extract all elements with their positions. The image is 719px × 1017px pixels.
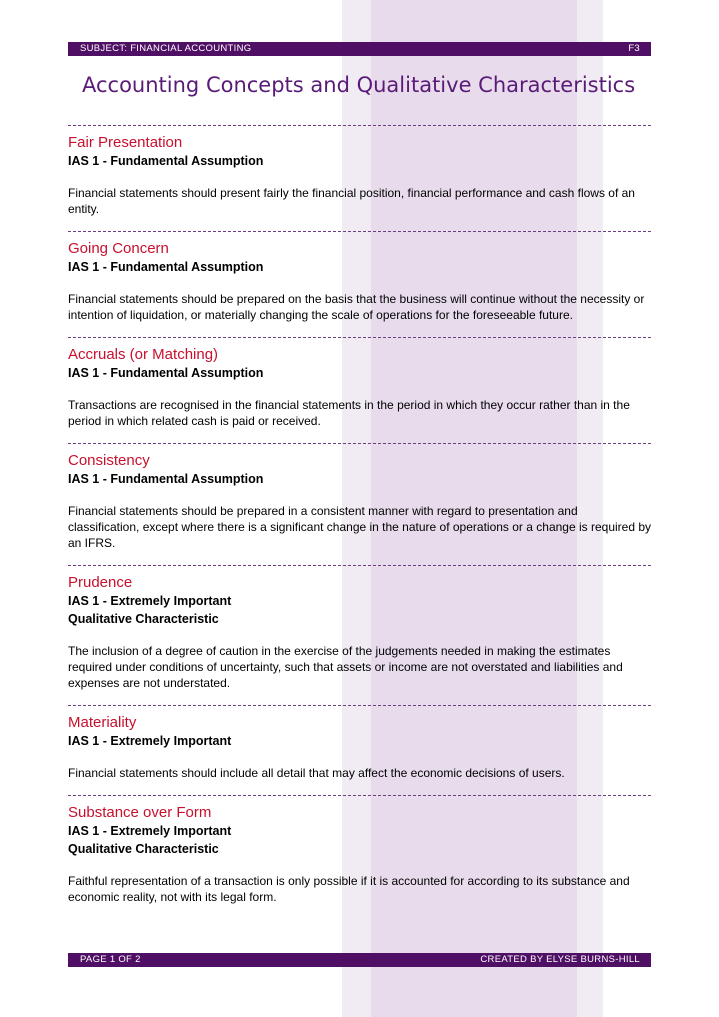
section-prudence	[68, 565, 651, 705]
section-tag-secondary: Qualitative Characteristic	[68, 612, 219, 626]
section-going-concern	[68, 231, 651, 337]
section-substance-over-form	[68, 795, 651, 919]
section-title: Substance over Form	[68, 804, 212, 821]
section-title: Consistency	[68, 452, 150, 469]
course-code: F3	[628, 43, 640, 54]
section-body: Financial statements should include all detail that may affect the economic decisions of users.	[68, 766, 565, 780]
section-body: The inclusion of a degree of caution in the exercise of the judgements needed in making the estimates required under conditions of uncertainty, such that assets or income are not overstated and liabilities and expenses are not understated.	[68, 644, 623, 690]
section-materiality	[68, 705, 651, 795]
page-number: PAGE 1 OF 2	[80, 954, 141, 965]
section-body: Transactions are recognised in the financial statements in the period in which they occur rather than in the period in which related cash is paid or received.	[68, 398, 630, 428]
section-title: Accruals (or Matching)	[68, 346, 219, 363]
footer-bar	[68, 953, 651, 967]
author-credit: CREATED BY ELYSE BURNS-HILL	[480, 954, 640, 965]
content	[68, 125, 651, 919]
header-bar	[68, 42, 651, 56]
page-title: Accounting Concepts and Qualitative Characteristics	[82, 73, 636, 97]
section-tag: IAS 1 - Extremely Important	[68, 734, 232, 748]
subject-label: SUBJECT: FINANCIAL ACCOUNTING	[80, 43, 252, 54]
section-tag: IAS 1 - Extremely Important	[68, 594, 232, 608]
section-body: Financial statements should be prepared in a consistent manner with regard to presentation and classification, except where there is a significant change in the nature of operations or a change is required by an IFRS.	[68, 504, 652, 550]
section-body: Financial statements should present fairly the financial position, financial performance and cash flows of an entity.	[68, 186, 635, 216]
section-tag: IAS 1 - Fundamental Assumption	[68, 154, 264, 168]
section-accruals	[68, 337, 651, 443]
section-body: Financial statements should be prepared on the basis that the business will continue without the necessity or intention of liquidation, or materially changing the scale of operations for the foreseeable future.	[68, 292, 645, 322]
section-tag-secondary: Qualitative Characteristic	[68, 842, 219, 856]
section-tag: IAS 1 - Fundamental Assumption	[68, 472, 264, 486]
section-fair-presentation	[68, 125, 651, 231]
section-tag: IAS 1 - Extremely Important	[68, 824, 232, 838]
section-title: Materiality	[68, 714, 137, 731]
section-title: Fair Presentation	[68, 134, 183, 151]
section-body: Faithful representation of a transaction is only possible if it is accounted for according to its substance and economic reality, not with its legal form.	[68, 874, 630, 904]
section-consistency	[68, 443, 651, 565]
section-tag: IAS 1 - Fundamental Assumption	[68, 366, 264, 380]
section-title: Prudence	[68, 574, 133, 591]
section-title: Going Concern	[68, 240, 169, 257]
section-tag: IAS 1 - Fundamental Assumption	[68, 260, 264, 274]
